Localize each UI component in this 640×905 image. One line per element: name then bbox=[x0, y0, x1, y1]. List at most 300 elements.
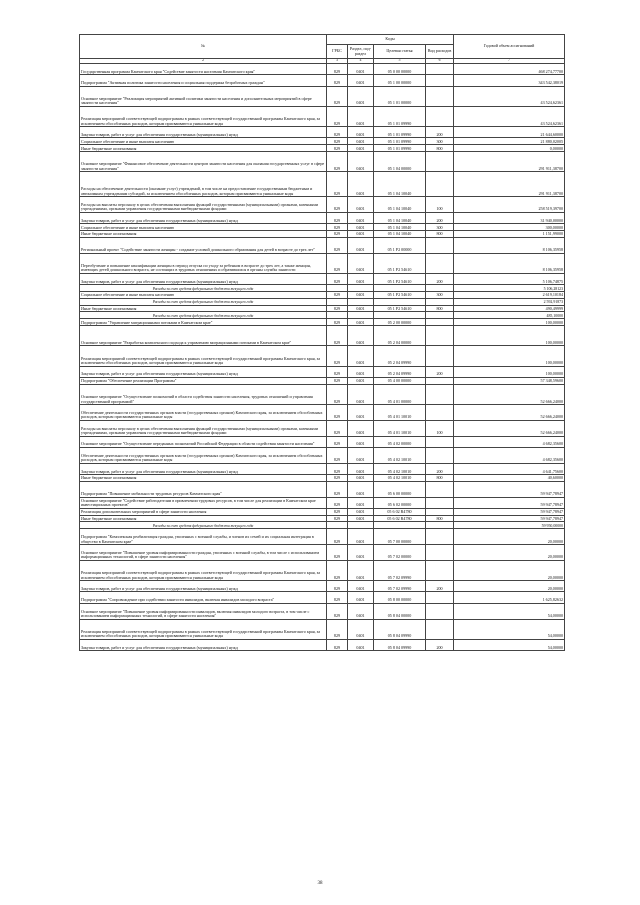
row-target-article: 05 4 02 10010 bbox=[374, 475, 426, 482]
note-row bbox=[80, 312, 565, 319]
row-expense-type bbox=[426, 560, 454, 580]
table-row bbox=[80, 420, 565, 436]
row-expense-type bbox=[426, 64, 454, 75]
row-expense-type: 300 bbox=[426, 292, 454, 299]
row-target-article: 05 7 00 00000 bbox=[374, 529, 426, 545]
row-target-article: 05 2 04 09990 bbox=[374, 366, 426, 377]
header-target-article: Целевая статья bbox=[374, 45, 426, 59]
table-row bbox=[80, 366, 565, 377]
row-grbs: 829 bbox=[327, 152, 348, 172]
row-name: Закупка товаров, работ и услуг для обеспечения государственных (муниципальных) нужд bbox=[80, 127, 327, 138]
note-row bbox=[80, 522, 565, 529]
table-row bbox=[80, 305, 565, 312]
row-section: 0401 bbox=[348, 138, 374, 145]
table-row bbox=[80, 253, 565, 273]
row-target-article: 05 2 00 00000 bbox=[374, 319, 426, 326]
table-row bbox=[80, 231, 565, 238]
row-target-article: 05 7 02 09990 bbox=[374, 581, 426, 592]
table-row bbox=[80, 64, 565, 75]
row-target-article: 05 8 04 00000 bbox=[374, 603, 426, 619]
row-name: Иные бюджетные ассигнования bbox=[80, 305, 327, 312]
row-amount: 258 519,39700 bbox=[454, 197, 565, 213]
row-amount: 4 682,35600 bbox=[454, 447, 565, 463]
row-target-article: 05 1 P2 54610 bbox=[374, 292, 426, 299]
row-expense-type bbox=[426, 384, 454, 404]
row-expense-type bbox=[426, 172, 454, 197]
row-name: Иные бюджетные ассигнования bbox=[80, 515, 327, 522]
row-target-article: 05 1 01 09990 bbox=[374, 145, 426, 152]
row-amount: 2 592,91873 bbox=[454, 298, 565, 305]
row-grbs: 829 bbox=[327, 231, 348, 238]
row-expense-type bbox=[426, 603, 454, 619]
row-amount: 4 641,75600 bbox=[454, 463, 565, 474]
row-target-article: 05 4 02 10010 bbox=[374, 447, 426, 463]
row-section: 0401 bbox=[348, 475, 374, 482]
row-grbs: 829 bbox=[327, 326, 348, 346]
row-name: Основное мероприятие "Разработка комплексного подхода к управлению миграционными потоками в Камчатском крае" bbox=[80, 326, 327, 346]
row-expense-type bbox=[426, 436, 454, 447]
row-name: Иные бюджетные ассигнования bbox=[80, 475, 327, 482]
row-section: 0401 bbox=[348, 481, 374, 497]
row-section: 0401 bbox=[348, 581, 374, 592]
table-body bbox=[80, 64, 565, 651]
row-section bbox=[348, 312, 374, 319]
row-grbs: 829 bbox=[327, 197, 348, 213]
row-grbs: 829 bbox=[327, 253, 348, 273]
row-grbs: 829 bbox=[327, 127, 348, 138]
header-number: № bbox=[80, 35, 327, 59]
row-expense-type: 200 bbox=[426, 366, 454, 377]
row-amount: 54,00000 bbox=[454, 639, 565, 650]
row-amount: 54,00000 bbox=[454, 603, 565, 619]
header-section: Раздел, под-раздел bbox=[348, 45, 374, 59]
row-target-article: 05 1 01 09990 bbox=[374, 106, 426, 126]
row-grbs: 829 bbox=[327, 515, 348, 522]
row-name: Основное мероприятие "Финансовое обеспечение деятельности центров занятости населения для оказания государственных услуг в сфере занятости населения" bbox=[80, 152, 327, 172]
row-amount: 40,60000 bbox=[454, 475, 565, 482]
row-grbs: 829 bbox=[327, 463, 348, 474]
row-name: Закупка товаров, работ и услуг для обеспечения государственных (муниципальных) нужд bbox=[80, 212, 327, 223]
row-grbs: 829 bbox=[327, 305, 348, 312]
row-grbs: 829 bbox=[327, 86, 348, 106]
table-row bbox=[80, 405, 565, 421]
header-index: 4 bbox=[348, 59, 374, 64]
row-amount: 20,00000 bbox=[454, 581, 565, 592]
row-amount: 5 106,28123 bbox=[454, 285, 565, 292]
row-name: Закупка товаров, работ и услуг для обеспечения государственных (муниципальных) нужд bbox=[80, 366, 327, 377]
row-amount: 100,00000 bbox=[454, 319, 565, 326]
table-row bbox=[80, 436, 565, 447]
row-target-article: 05 0 00 00000 bbox=[374, 64, 426, 75]
row-expense-type bbox=[426, 377, 454, 384]
table-row bbox=[80, 592, 565, 603]
row-name: Расходы на выплаты персоналу в целях обеспечения выполнения функций государственными (муниципальными) органами, казенными учреждениями, органами управления государственными внебюджетными фондами bbox=[80, 197, 327, 213]
row-amount: 8 106,35958 bbox=[454, 237, 565, 253]
table-row bbox=[80, 639, 565, 650]
row-section: 0401 bbox=[348, 515, 374, 522]
row-expense-type bbox=[426, 508, 454, 515]
row-name: Подпрограмма "Повышение мобильности трудовых ресурсов Камчатского края" bbox=[80, 481, 327, 497]
table-row bbox=[80, 75, 565, 86]
row-expense-type: 100 bbox=[426, 197, 454, 213]
row-name: Подпрограмма "Комплексная реабилитация граждан, уволенных с военной службы, и членов их семей и их социальная интеграция в общество в Камчатском крае" bbox=[80, 529, 327, 545]
row-amount: 52 666,24000 bbox=[454, 384, 565, 404]
row-section: 0401 bbox=[348, 127, 374, 138]
row-section: 0401 bbox=[348, 603, 374, 619]
row-expense-type bbox=[426, 312, 454, 319]
row-grbs: 829 bbox=[327, 75, 348, 86]
row-section: 0401 bbox=[348, 529, 374, 545]
row-amount: 43 524,62361 bbox=[454, 106, 565, 126]
row-amount: 8 106,35958 bbox=[454, 253, 565, 273]
row-name: Расходы за счет средств федерального бюджета текущего года bbox=[80, 312, 327, 319]
row-grbs: 829 bbox=[327, 481, 348, 497]
row-name: Подпрограмма "Сопровождение при содействии занятости инвалидов, включая инвалидов молодого возраста" bbox=[80, 592, 327, 603]
row-name: Государственная программа Камчатского края "Содействие занятости населения Камчатского края" bbox=[80, 64, 327, 75]
row-grbs: 829 bbox=[327, 603, 348, 619]
row-grbs: 829 bbox=[327, 436, 348, 447]
row-expense-type bbox=[426, 346, 454, 366]
row-expense-type bbox=[426, 592, 454, 603]
row-grbs: 829 bbox=[327, 497, 348, 508]
row-section: 0401 bbox=[348, 420, 374, 436]
row-name: Социальное обеспечение и иные выплаты населению bbox=[80, 292, 327, 299]
table-row bbox=[80, 138, 565, 145]
row-target-article: 05 8 04 09990 bbox=[374, 619, 426, 639]
row-section: 0401 bbox=[348, 172, 374, 197]
row-name: Иные бюджетные ассигнования bbox=[80, 231, 327, 238]
table-row bbox=[80, 581, 565, 592]
table-row bbox=[80, 475, 565, 482]
row-section: 0401 bbox=[348, 508, 374, 515]
row-name: Обеспечение деятельности государственных органов власти (государственных органов) Камчатского края, за исключением обособленных расходов, которым присваиваются уникальные коды bbox=[80, 447, 327, 463]
header-index: 2 bbox=[80, 59, 327, 64]
row-target-article: 05 4 02 10010 bbox=[374, 463, 426, 474]
table-row bbox=[80, 497, 565, 508]
row-target-article: 05 1 01 09990 bbox=[374, 127, 426, 138]
row-grbs: 829 bbox=[327, 346, 348, 366]
row-amount: 300,00000 bbox=[454, 224, 565, 231]
row-expense-type: 800 bbox=[426, 305, 454, 312]
table-row bbox=[80, 447, 565, 463]
row-amount: 100,00000 bbox=[454, 326, 565, 346]
row-expense-type bbox=[426, 237, 454, 253]
row-section: 0401 bbox=[348, 292, 374, 299]
row-grbs: 829 bbox=[327, 619, 348, 639]
row-target-article: 05 6 02 R4780 bbox=[374, 515, 426, 522]
row-grbs: 829 bbox=[327, 366, 348, 377]
row-expense-type bbox=[426, 86, 454, 106]
row-amount: 59 947,78947 bbox=[454, 497, 565, 508]
row-name: Расходы за счет средств федерального бюджета текущего года bbox=[80, 285, 327, 292]
row-target-article: 05 1 00 00000 bbox=[374, 75, 426, 86]
row-name: Реализация мероприятий соответствующей подпрограммы в рамках соответствующей государственной программы Камчатского края, за исключением обособленных расходов, которым присваиваются уникальные коды bbox=[80, 346, 327, 366]
row-section: 0401 bbox=[348, 64, 374, 75]
row-section: 0401 bbox=[348, 384, 374, 404]
row-amount: 57 348,59600 bbox=[454, 377, 565, 384]
row-section: 0401 bbox=[348, 405, 374, 421]
row-expense-type: 100 bbox=[426, 420, 454, 436]
row-name: Социальное обеспечение и иные выплаты населению bbox=[80, 224, 327, 231]
row-target-article: 05 6 02 00000 bbox=[374, 497, 426, 508]
row-expense-type bbox=[426, 75, 454, 86]
row-grbs: 829 bbox=[327, 405, 348, 421]
row-amount: 1 625,82632 bbox=[454, 592, 565, 603]
header-index: 7 bbox=[454, 59, 565, 64]
row-section: 0401 bbox=[348, 231, 374, 238]
row-expense-type bbox=[426, 481, 454, 497]
table-row bbox=[80, 603, 565, 619]
row-amount: 468 274,77700 bbox=[454, 64, 565, 75]
table-row bbox=[80, 515, 565, 522]
row-section: 0401 bbox=[348, 366, 374, 377]
row-expense-type bbox=[426, 545, 454, 561]
row-target-article bbox=[374, 298, 426, 305]
row-name: Региональный проект "Содействие занятости женщин - создание условий дошкольного образования для детей в возрасте до трех лет" bbox=[80, 237, 327, 253]
row-expense-type: 200 bbox=[426, 581, 454, 592]
row-amount: 291 911,38700 bbox=[454, 152, 565, 172]
note-row bbox=[80, 298, 565, 305]
row-grbs: 829 bbox=[327, 560, 348, 580]
row-target-article: 05 4 01 10010 bbox=[374, 405, 426, 421]
row-grbs: 829 bbox=[327, 420, 348, 436]
row-section: 0401 bbox=[348, 447, 374, 463]
page-number: 38 bbox=[317, 881, 323, 886]
table-row bbox=[80, 273, 565, 284]
row-grbs: 829 bbox=[327, 545, 348, 561]
row-name: Основное мероприятие "Реализация мероприятий активной политики занятости населения и дополнительных мероприятий в сфере занятости населения" bbox=[80, 86, 327, 106]
row-expense-type: 800 bbox=[426, 475, 454, 482]
row-amount: 59 947,78947 bbox=[454, 481, 565, 497]
table-row bbox=[80, 346, 565, 366]
row-target-article: 05 4 01 00000 bbox=[374, 384, 426, 404]
row-target-article: 05 7 02 09990 bbox=[374, 560, 426, 580]
row-name: Реализация дополнительных мероприятий в сфере занятости населения bbox=[80, 508, 327, 515]
row-expense-type bbox=[426, 285, 454, 292]
row-target-article: 05 1 P2 54610 bbox=[374, 273, 426, 284]
header-annual-sum: Годовой объем ассигнований bbox=[454, 35, 565, 59]
row-name: Подпрограмма "Обеспечение реализации Программы" bbox=[80, 377, 327, 384]
row-target-article: 05 1 P2 00000 bbox=[374, 237, 426, 253]
row-expense-type: 800 bbox=[426, 515, 454, 522]
row-target-article: 05 1 01 00000 bbox=[374, 86, 426, 106]
table-row bbox=[80, 86, 565, 106]
row-section: 0401 bbox=[348, 346, 374, 366]
row-grbs: 829 bbox=[327, 273, 348, 284]
row-amount: 52 666,24000 bbox=[454, 405, 565, 421]
row-amount: 20,00000 bbox=[454, 560, 565, 580]
row-name: Обеспечение деятельности государственных органов власти (государственных органов) Камчатского края, за исключением обособленных расходов, которым присваиваются уникальные коды bbox=[80, 405, 327, 421]
table-row bbox=[80, 292, 565, 299]
row-amount: 20,00000 bbox=[454, 545, 565, 561]
row-section: 0401 bbox=[348, 86, 374, 106]
row-expense-type: 800 bbox=[426, 145, 454, 152]
row-expense-type: 300 bbox=[426, 138, 454, 145]
row-amount: 1 151,99000 bbox=[454, 231, 565, 238]
table-row bbox=[80, 529, 565, 545]
row-target-article: 05 1 01 09990 bbox=[374, 138, 426, 145]
row-name: Основное мероприятие "Осуществление переданных полномочий Российской Федерации в области содействия занятости населения" bbox=[80, 436, 327, 447]
row-amount: 59 947,78947 bbox=[454, 515, 565, 522]
row-grbs: 829 bbox=[327, 508, 348, 515]
row-expense-type bbox=[426, 106, 454, 126]
row-section: 0401 bbox=[348, 436, 374, 447]
row-expense-type bbox=[426, 298, 454, 305]
row-name: Подпрограмма "Управление миграционными потоками в Камчатском крае" bbox=[80, 319, 327, 326]
row-section: 0401 bbox=[348, 545, 374, 561]
row-name: Основное мероприятие "Повышение уровня информированности инвалидов, включая инвалидов молодого возраста, в том числе с использованием информационных технологий, в сфере занятости населения" bbox=[80, 603, 327, 619]
row-target-article: 05 1 P2 54610 bbox=[374, 305, 426, 312]
row-expense-type bbox=[426, 529, 454, 545]
row-amount: 20,00000 bbox=[454, 529, 565, 545]
table-row bbox=[80, 127, 565, 138]
row-name: Социальное обеспечение и иные выплаты населению bbox=[80, 138, 327, 145]
row-grbs: 829 bbox=[327, 384, 348, 404]
row-grbs bbox=[327, 298, 348, 305]
row-expense-type bbox=[426, 319, 454, 326]
table-row bbox=[80, 384, 565, 404]
table-row bbox=[80, 152, 565, 172]
row-section: 0401 bbox=[348, 237, 374, 253]
header-codes: Коды bbox=[327, 35, 454, 45]
row-name: Подпрограмма "Активная политика занятости населения и социальная поддержка безработных граждан" bbox=[80, 75, 327, 86]
table-row bbox=[80, 212, 565, 223]
row-expense-type: 200 bbox=[426, 212, 454, 223]
row-grbs bbox=[327, 312, 348, 319]
row-target-article: 05 7 02 00000 bbox=[374, 545, 426, 561]
row-name: Основное мероприятие "Осуществление полномочий в области содействия занятости населения, трудовых отношений и управления государственной программой" bbox=[80, 384, 327, 404]
row-amount: 43 524,62361 bbox=[454, 86, 565, 106]
row-section: 0401 bbox=[348, 75, 374, 86]
budget-table bbox=[79, 34, 565, 651]
row-amount: 4 682,35600 bbox=[454, 436, 565, 447]
row-section bbox=[348, 285, 374, 292]
row-target-article: 05 4 01 10010 bbox=[374, 420, 426, 436]
row-expense-type bbox=[426, 497, 454, 508]
row-grbs: 829 bbox=[327, 529, 348, 545]
row-grbs: 829 bbox=[327, 475, 348, 482]
row-expense-type bbox=[426, 447, 454, 463]
row-section: 0401 bbox=[348, 619, 374, 639]
row-amount: 54,00000 bbox=[454, 619, 565, 639]
row-target-article: 05 8 04 09990 bbox=[374, 639, 426, 650]
table-row bbox=[80, 481, 565, 497]
row-target-article: 05 2 04 09990 bbox=[374, 346, 426, 366]
row-section: 0401 bbox=[348, 326, 374, 346]
row-expense-type bbox=[426, 253, 454, 273]
row-expense-type: 200 bbox=[426, 127, 454, 138]
table-row bbox=[80, 319, 565, 326]
row-expense-type: 200 bbox=[426, 639, 454, 650]
row-section bbox=[348, 522, 374, 529]
row-amount: 2 619,10184 bbox=[454, 292, 565, 299]
table-row bbox=[80, 106, 565, 126]
row-amount: 59 950,00000 bbox=[454, 522, 565, 529]
row-name: Реализация мероприятий соответствующей подпрограммы в рамках соответствующей государственной программы Камчатского края, за исключением обособленных расходов, которым присваиваются уникальные коды bbox=[80, 619, 327, 639]
row-amount: 21 644,60000 bbox=[454, 127, 565, 138]
table-row bbox=[80, 172, 565, 197]
row-target-article bbox=[374, 522, 426, 529]
row-grbs: 829 bbox=[327, 64, 348, 75]
row-grbs: 829 bbox=[327, 212, 348, 223]
row-target-article: 05 1 04 00000 bbox=[374, 152, 426, 172]
row-grbs: 829 bbox=[327, 377, 348, 384]
row-amount: 0,00000 bbox=[454, 145, 565, 152]
row-target-article: 05 6 00 00000 bbox=[374, 481, 426, 497]
row-amount: 5 106,74875 bbox=[454, 273, 565, 284]
row-amount: 343 542,38019 bbox=[454, 75, 565, 86]
row-section bbox=[348, 298, 374, 305]
row-section: 0401 bbox=[348, 253, 374, 273]
row-target-article: 05 6 02 R4780 bbox=[374, 508, 426, 515]
table-row bbox=[80, 560, 565, 580]
header-index: 5 bbox=[374, 59, 426, 64]
row-name: Реализация мероприятий соответствующей подпрограммы в рамках соответствующей государственной программы Камчатского края, за исключением обособленных расходов, которым присваиваются уникальные коды bbox=[80, 106, 327, 126]
table-row bbox=[80, 377, 565, 384]
row-section: 0401 bbox=[348, 224, 374, 231]
row-expense-type: 200 bbox=[426, 463, 454, 474]
row-expense-type bbox=[426, 619, 454, 639]
row-section: 0401 bbox=[348, 319, 374, 326]
row-section: 0401 bbox=[348, 197, 374, 213]
row-name: Основное мероприятие "Повышение уровня информированности граждан, уволенных с военной службы, в том числе с использованием информационных технологий, в сфере занятости населения" bbox=[80, 545, 327, 561]
table-row bbox=[80, 545, 565, 561]
row-name: Закупка товаров, работ и услуг для обеспечения государственных (муниципальных) нужд bbox=[80, 463, 327, 474]
row-grbs: 829 bbox=[327, 639, 348, 650]
row-amount: 21 880,02005 bbox=[454, 138, 565, 145]
row-grbs: 829 bbox=[327, 224, 348, 231]
row-target-article: 05 8 00 00000 bbox=[374, 592, 426, 603]
row-target-article: 05 2 04 00000 bbox=[374, 326, 426, 346]
table-header bbox=[80, 35, 565, 64]
row-section: 0401 bbox=[348, 273, 374, 284]
row-expense-type: 800 bbox=[426, 231, 454, 238]
table-row bbox=[80, 145, 565, 152]
table-row bbox=[80, 224, 565, 231]
row-section: 0401 bbox=[348, 592, 374, 603]
row-name: Закупка товаров, работ и услуг для обеспечения государственных (муниципальных) нужд bbox=[80, 273, 327, 284]
note-row bbox=[80, 285, 565, 292]
row-target-article bbox=[374, 285, 426, 292]
header-grbs: ГРБС bbox=[327, 45, 348, 59]
row-section: 0401 bbox=[348, 305, 374, 312]
row-expense-type: 300 bbox=[426, 224, 454, 231]
row-grbs: 829 bbox=[327, 106, 348, 126]
table-row bbox=[80, 619, 565, 639]
row-grbs: 829 bbox=[327, 237, 348, 253]
row-target-article: 05 1 04 10040 bbox=[374, 212, 426, 223]
row-name: Закупка товаров, работ и услуг для обеспечения государственных (муниципальных) нужд bbox=[80, 581, 327, 592]
row-amount: 52 666,24000 bbox=[454, 420, 565, 436]
row-expense-type bbox=[426, 152, 454, 172]
row-amount: 291 911,38700 bbox=[454, 172, 565, 197]
row-section: 0401 bbox=[348, 639, 374, 650]
row-amount: 100,00000 bbox=[454, 366, 565, 377]
row-expense-type bbox=[426, 522, 454, 529]
row-target-article: 05 1 04 10040 bbox=[374, 224, 426, 231]
row-grbs bbox=[327, 522, 348, 529]
row-target-article: 05 4 00 00000 bbox=[374, 377, 426, 384]
row-target-article bbox=[374, 312, 426, 319]
row-amount: 31 940,00000 bbox=[454, 212, 565, 223]
row-section: 0401 bbox=[348, 377, 374, 384]
row-name: Расходы за счет средств федерального бюджета текущего года bbox=[80, 298, 327, 305]
row-section: 0401 bbox=[348, 152, 374, 172]
row-section: 0401 bbox=[348, 212, 374, 223]
row-section: 0401 bbox=[348, 560, 374, 580]
row-amount: 490,49999 bbox=[454, 305, 565, 312]
row-section: 0401 bbox=[348, 106, 374, 126]
